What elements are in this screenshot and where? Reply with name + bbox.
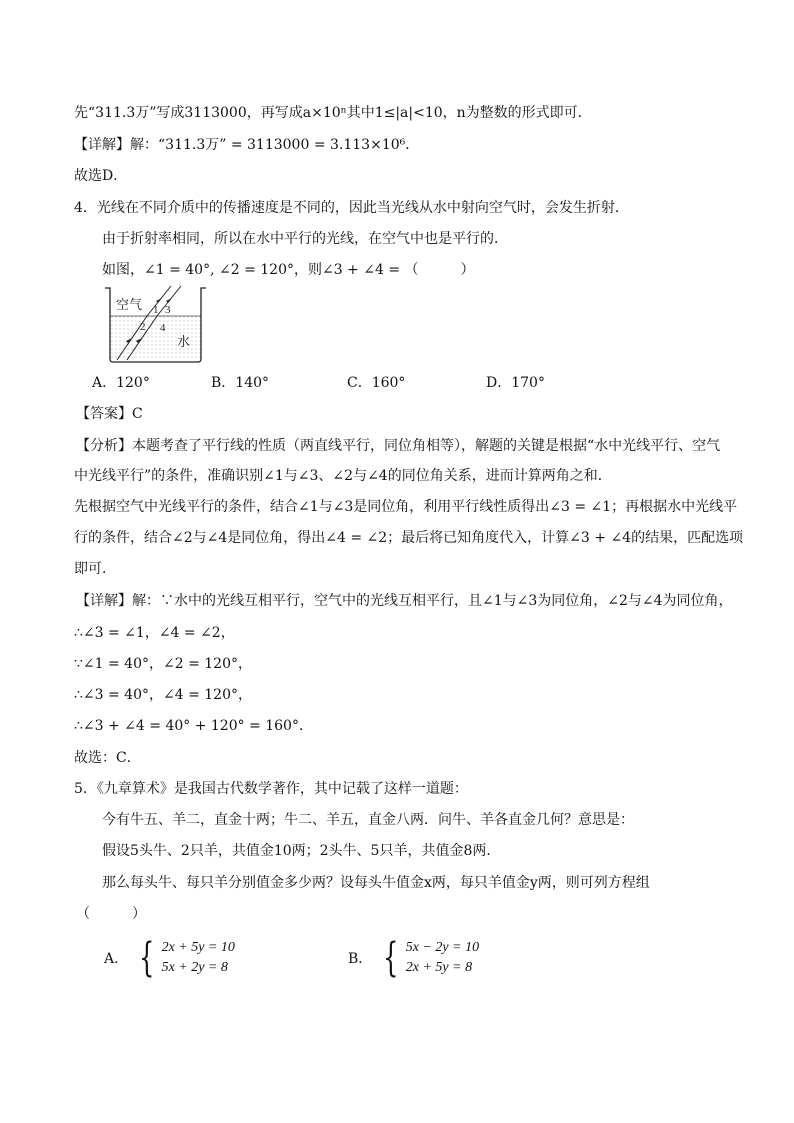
question-5-line-2: 今有牛五、羊二，直金十两；牛二、羊五，直金八两．问牛、羊各直金几何？意思是： <box>102 812 634 828</box>
answer-choice-line: 故选D． <box>74 168 128 184</box>
q5-option-b-eq1: 5x − 2y = 10 <box>405 940 480 955</box>
question-5-blank: （ ） <box>76 906 146 922</box>
q4-option-a: A．120° <box>92 375 150 391</box>
angle-label-4: 4 <box>160 322 166 334</box>
arrow-ray-1-air <box>156 298 162 303</box>
brace-b: { <box>383 935 399 981</box>
question-5-line-3: 假设5头牛、2只羊，共值金10两；2头牛、5只羊，共值金8两． <box>102 843 501 859</box>
solution-hint-line: 先“311.3万”写成3113000，再写成a×10ⁿ其中1≤|a|<10，n为整数的形式即可． <box>74 105 592 121</box>
q4-option-d: D．170° <box>486 375 545 391</box>
q5-option-b-label: B． <box>348 951 373 967</box>
question-4-stem: 4．光线在不同介质中的传播速度是不同的，因此当光线从水中射向空气时，会发生折射． <box>74 200 629 216</box>
q4-option-b: B．140° <box>211 375 270 391</box>
q4-option-c: C．160° <box>347 375 406 391</box>
q5-option-a <box>104 935 235 981</box>
answer-line: 【答案】C <box>76 406 143 422</box>
detail-line-4: ∴∠3 = 40°，∠4 = 120°， <box>74 687 252 703</box>
detail-line-3: ∵∠1 = 40°，∠2 = 120°， <box>74 656 252 672</box>
question-5-stem: 5．《九章算术》是我国古代数学著作，其中记载了这样一道题： <box>74 781 468 797</box>
brace-a: { <box>139 935 155 981</box>
q5-option-b-eq2: 2x + 5y = 8 <box>405 960 473 975</box>
solution-detail-line: 【详解】解：“311.3万” = 3113000 = 3.113×10⁶． <box>74 137 420 153</box>
label-water: 水 <box>177 335 191 350</box>
arrow-ray-2-air <box>166 298 172 303</box>
detail-line-5: ∴∠3 + ∠4 = 40° + 120° = 160°． <box>74 718 313 734</box>
angle-label-1: 1 <box>153 304 159 316</box>
analysis-line-1: 【分析】本题考查了平行线的性质（两直线平行，同位角相等），解题的关键是根据“水中光线平行、空气 <box>76 438 721 454</box>
question-4-line-2: 由于折射率相同，所以在水中平行的光线，在空气中也是平行的． <box>102 231 508 247</box>
question-5-line-4: 那么每头牛、每只羊分别值金多少两？设每头牛值金x两，每只羊值金y两，则可列方程组 <box>102 875 650 891</box>
q5-option-a-eq2: 5x + 2y = 8 <box>161 960 228 975</box>
refraction-figure <box>103 284 207 364</box>
choice-line: 故选：C． <box>74 750 141 766</box>
analysis-line-5: 即可． <box>74 561 116 577</box>
analysis-line-4: 行的条件，结合∠2与∠4是同位角，得出∠4 = ∠2；最后将已知角度代入，计算∠3 + ∠4的结果，匹配选项 <box>74 530 744 546</box>
angle-label-2: 2 <box>140 321 146 333</box>
question-4-line-3: 如图，∠1 = 40°, ∠2 = 120°，则∠3 + ∠4 = （ ） <box>102 262 475 278</box>
angle-label-3: 3 <box>165 304 171 316</box>
analysis-line-3: 先根据空气中光线平行的条件，结合∠1与∠3是同位角，利用平行线性质得出∠3 = ∠1；再根据水中光线平 <box>74 499 738 515</box>
analysis-line-2: 中光线平行”的条件，准确识别∠1与∠3、∠2与∠4的同位角关系，进而计算两角之和． <box>74 468 612 484</box>
q5-option-b <box>348 935 480 981</box>
q5-option-a-label: A． <box>104 951 129 967</box>
label-air: 空气 <box>116 298 143 313</box>
detail-line-1: 【详解】解：∵水中的光线互相平行，空气中的光线互相平行，且∠1与∠3为同位角，∠2与∠4为同位角， <box>76 593 733 609</box>
detail-line-2: ∴∠3 = ∠1，∠4 = ∠2， <box>74 625 235 641</box>
q5-option-a-eq1: 2x + 5y = 10 <box>161 940 235 955</box>
